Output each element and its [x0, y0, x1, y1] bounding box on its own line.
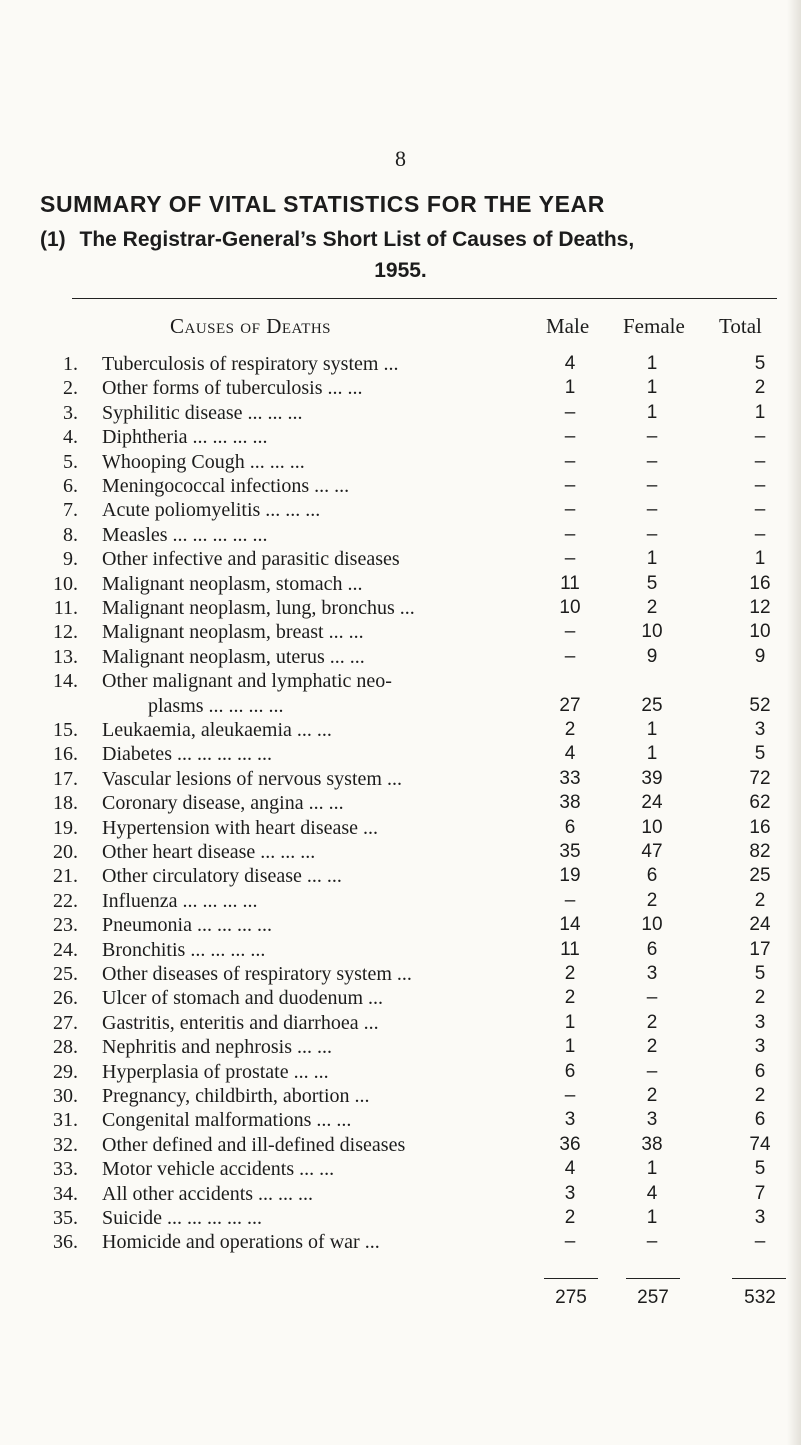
cause-label: Leukaemia, aleukaemia ... ... — [102, 719, 332, 741]
total-value: 3 — [754, 1207, 766, 1228]
row-number: 19. — [53, 816, 78, 839]
female-total: 257 — [637, 1287, 669, 1308]
row-number: 3. — [63, 401, 78, 424]
cause-label: Other defined and ill-defined diseases — [102, 1133, 406, 1156]
total-value: 10 — [749, 621, 771, 643]
cause-label: Pneumonia ... ... ... ... — [102, 914, 272, 937]
subheading-text: The Registrar-General’s Short List of Causes of Deaths, — [79, 228, 635, 251]
row-number: 31. — [53, 1109, 78, 1132]
grand-total: 532 — [744, 1287, 776, 1308]
male-value: 3 — [564, 1109, 576, 1131]
cause-label: Congenital malformations ... ... — [102, 1109, 352, 1132]
cause-label: Malignant neoplasm, stomach ... — [102, 572, 363, 595]
female-value: 1 — [646, 1207, 658, 1228]
total-value: – — [754, 523, 766, 545]
male-value: – — [564, 401, 576, 423]
table-row — [0, 865, 801, 889]
female-value: – — [646, 1231, 658, 1253]
female-value: – — [646, 475, 658, 496]
row-number: 1. — [63, 353, 78, 375]
total-value: 25 — [749, 865, 771, 887]
total-value: 5 — [754, 353, 766, 374]
cause-label: Other circulatory disease ... ... — [102, 865, 342, 888]
table-row — [0, 963, 801, 987]
total-value: 6 — [754, 1060, 766, 1082]
cause-label: Bronchitis ... ... ... ... — [102, 938, 266, 961]
cause-label: Suicide ... ... ... ... ... — [102, 1207, 262, 1229]
row-number: 21. — [53, 865, 78, 888]
row-number: 17. — [53, 767, 78, 790]
table-row — [0, 621, 801, 645]
total-value: 3 — [754, 719, 766, 740]
total-value: 2 — [754, 889, 766, 911]
total-value: – — [754, 1231, 766, 1253]
cause-label: Measles ... ... ... ... ... — [102, 523, 268, 546]
female-value: 10 — [641, 914, 663, 936]
column-header-male: Male — [546, 314, 590, 338]
female-value: – — [646, 450, 658, 472]
total-value: 1 — [754, 401, 766, 423]
table-row — [0, 939, 801, 963]
male-value: 6 — [564, 816, 576, 838]
cause-label: Nephritis and nephrosis ... ... — [102, 1036, 332, 1059]
table-row — [0, 817, 801, 841]
male-total: 275 — [555, 1287, 587, 1308]
table-row — [0, 426, 801, 450]
row-number: 9. — [63, 548, 78, 571]
cause-label: Coronary disease, angina ... ... — [102, 792, 344, 815]
total-value: 16 — [749, 572, 771, 594]
female-value: 3 — [646, 1109, 658, 1131]
table-row — [0, 646, 801, 670]
column-header-female: Female — [623, 314, 685, 338]
male-value: 3 — [564, 1182, 576, 1204]
total-value: 16 — [749, 816, 771, 838]
male-value: 4 — [564, 743, 576, 765]
female-value: 10 — [641, 816, 663, 838]
row-number: 13. — [53, 645, 78, 668]
subheading — [40, 228, 634, 252]
total-value: 9 — [754, 645, 766, 667]
row-number: 29. — [53, 1060, 78, 1083]
table-row — [0, 743, 801, 767]
total-value: – — [754, 499, 766, 521]
page-number: 8 — [395, 146, 406, 171]
male-value: 1 — [564, 1036, 576, 1058]
male-value: – — [564, 450, 576, 472]
male-value: – — [564, 1085, 576, 1106]
female-value: 39 — [641, 767, 663, 789]
total-value: 5 — [754, 1158, 766, 1180]
male-value: – — [564, 645, 576, 667]
female-value: 10 — [641, 621, 663, 643]
female-value: – — [646, 1060, 658, 1082]
male-value: – — [564, 548, 576, 570]
female-value: 38 — [641, 1133, 663, 1155]
female-value: 4 — [646, 1182, 658, 1204]
female-value: 6 — [646, 865, 658, 887]
row-number: 20. — [53, 841, 78, 863]
table-row — [0, 719, 801, 743]
male-value: – — [564, 426, 576, 448]
male-value: 2 — [564, 963, 576, 984]
cause-label: Ulcer of stomach and duodenum ... — [102, 987, 384, 1010]
female-value: – — [646, 987, 658, 1009]
table-row — [0, 1158, 801, 1182]
male-value: 1 — [564, 377, 576, 399]
table-row — [0, 548, 801, 572]
female-value: 3 — [646, 963, 658, 984]
female-value: 1 — [646, 401, 658, 423]
total-value: 2 — [754, 987, 766, 1009]
row-number: 26. — [53, 987, 78, 1010]
total-value: 5 — [754, 963, 766, 984]
cause-label: Other forms of tuberculosis ... ... — [102, 377, 363, 400]
cause-label: Malignant neoplasm, uterus ... ... — [102, 645, 365, 668]
table-row — [0, 792, 801, 816]
cause-label: Other diseases of respiratory system ... — [102, 963, 412, 985]
row-number: 4. — [63, 426, 78, 449]
total-value: 74 — [749, 1133, 771, 1155]
male-value: 36 — [559, 1133, 581, 1155]
total-value: 3 — [754, 1036, 766, 1058]
row-number: 28. — [53, 1036, 78, 1059]
cause-label: plasms ... ... ... ... — [148, 694, 284, 717]
cause-label: Pregnancy, childbirth, abortion ... — [102, 1085, 370, 1107]
female-value: 25 — [641, 694, 663, 716]
cause-label: Acute poliomyelitis ... ... ... — [102, 499, 321, 522]
female-value: 24 — [641, 792, 663, 814]
row-number: 15. — [53, 719, 78, 741]
male-value: 10 — [559, 597, 581, 618]
table-row — [0, 451, 801, 475]
male-value: 1 — [564, 1011, 576, 1033]
male-value: – — [564, 1231, 576, 1253]
total-total-rule — [732, 1278, 786, 1279]
table-row — [0, 1085, 801, 1109]
row-number: 16. — [53, 743, 78, 766]
total-value: 2 — [754, 1085, 766, 1106]
male-value: 11 — [560, 938, 580, 960]
row-number: 2. — [63, 377, 78, 400]
female-value: 1 — [646, 719, 658, 740]
cause-label: Influenza ... ... ... ... — [102, 889, 258, 912]
cause-label: All other accidents ... ... ... — [102, 1182, 314, 1205]
male-value: – — [564, 889, 576, 911]
total-value: 52 — [749, 694, 771, 716]
table-row — [0, 353, 801, 377]
male-value: 2 — [564, 1207, 576, 1228]
cause-label: Syphilitic disease ... ... ... — [102, 401, 303, 424]
cause-label: Other heart disease ... ... ... — [102, 841, 316, 863]
cause-label: Malignant neoplasm, lung, bronchus ... — [102, 597, 415, 619]
row-number: 22. — [53, 889, 78, 912]
male-value: 14 — [559, 914, 581, 936]
table-row — [0, 768, 801, 792]
female-value: 2 — [646, 597, 658, 618]
table-row — [0, 475, 801, 499]
row-number: 18. — [53, 792, 78, 815]
table-row — [0, 1012, 801, 1036]
row-number: 14. — [53, 670, 78, 693]
row-number: 6. — [63, 475, 78, 497]
female-value: 2 — [646, 889, 658, 911]
subheading-number: (1) — [40, 228, 66, 251]
cause-label: Other malignant and lymphatic neo- — [102, 670, 392, 693]
cause-label: Hypertension with heart disease ... — [102, 816, 379, 839]
female-value: 1 — [646, 548, 658, 570]
female-value: 6 — [646, 938, 658, 960]
row-number: 11. — [53, 597, 78, 619]
table-row — [0, 841, 801, 865]
female-value: 2 — [646, 1011, 658, 1033]
table-row — [0, 1183, 801, 1207]
table-row — [0, 1109, 801, 1133]
table-row — [0, 573, 801, 597]
row-number: 25. — [53, 963, 78, 985]
row-number: 32. — [53, 1133, 78, 1156]
table-row — [0, 695, 801, 719]
row-number: 35. — [53, 1207, 78, 1229]
cause-label: Diphtheria ... ... ... ... — [102, 426, 268, 449]
row-number: 30. — [53, 1085, 78, 1107]
cause-label: Gastritis, enteritis and diarrhoea ... — [102, 1011, 379, 1034]
total-value: 5 — [754, 743, 766, 765]
male-value: 6 — [564, 1060, 576, 1082]
total-value: 72 — [749, 767, 771, 789]
table-top-rule — [72, 298, 777, 299]
male-value: 33 — [559, 767, 581, 789]
subheading-year: 1955. — [374, 259, 427, 282]
female-value: 5 — [646, 572, 658, 594]
table-row — [0, 1061, 801, 1085]
cause-label: Homicide and operations of war ... — [102, 1231, 380, 1254]
total-value: 3 — [754, 1011, 766, 1033]
cause-label: Vascular lesions of nervous system ... — [102, 767, 402, 790]
table-row — [0, 1207, 801, 1231]
row-number: 12. — [53, 621, 78, 644]
total-value: 82 — [749, 841, 771, 862]
female-value: – — [646, 499, 658, 521]
male-value: 4 — [564, 1158, 576, 1180]
total-value: – — [754, 426, 766, 448]
total-value: 62 — [749, 792, 771, 814]
male-value: 38 — [559, 792, 581, 814]
table-row — [0, 914, 801, 938]
female-value: 1 — [646, 377, 658, 399]
row-number: 24. — [53, 938, 78, 961]
female-value: 9 — [646, 645, 658, 667]
cause-label: Motor vehicle accidents ... ... — [102, 1158, 335, 1181]
cause-label: Other infective and parasitic diseases — [102, 548, 400, 571]
row-number: 27. — [53, 1011, 78, 1034]
row-number: 8. — [63, 523, 78, 546]
table-row — [0, 499, 801, 523]
table-row — [0, 1036, 801, 1060]
cause-label: Whooping Cough ... ... ... — [102, 450, 305, 473]
table-row — [0, 987, 801, 1011]
row-number: 23. — [53, 914, 78, 937]
row-number: 7. — [63, 499, 78, 522]
table-row — [0, 1231, 801, 1255]
male-value: 4 — [564, 353, 576, 374]
total-value: – — [754, 450, 766, 472]
total-value: 1 — [754, 548, 766, 570]
male-value: 35 — [559, 841, 581, 862]
female-value: 2 — [646, 1085, 658, 1106]
female-value: 2 — [646, 1036, 658, 1058]
male-value: – — [564, 499, 576, 521]
column-header-total: Total — [719, 314, 762, 338]
row-number: 34. — [53, 1182, 78, 1205]
row-number: 5. — [63, 450, 78, 473]
male-value: 2 — [564, 719, 576, 740]
total-value: 7 — [754, 1182, 766, 1204]
row-number: 33. — [53, 1158, 78, 1181]
row-number: 10. — [53, 572, 78, 595]
table-row — [0, 670, 801, 694]
cause-label: Hyperplasia of prostate ... ... — [102, 1060, 329, 1083]
column-header-causes: Causes of Deaths — [170, 314, 332, 338]
total-value: – — [754, 475, 766, 496]
table-row — [0, 890, 801, 914]
male-value: – — [564, 523, 576, 545]
male-value: 2 — [564, 987, 576, 1009]
male-value: 11 — [560, 572, 580, 594]
male-value: 27 — [559, 694, 581, 716]
female-value: – — [646, 523, 658, 545]
total-value: 17 — [749, 938, 771, 960]
total-value: 2 — [754, 377, 766, 399]
female-value: 1 — [646, 743, 658, 765]
female-total-rule — [626, 1278, 680, 1279]
female-value: 1 — [646, 353, 658, 374]
table-row — [0, 377, 801, 401]
cause-label: Malignant neoplasm, breast ... ... — [102, 621, 364, 644]
cause-label: Tuberculosis of respiratory system ... — [102, 353, 399, 375]
male-value: – — [564, 475, 576, 496]
table-row — [0, 597, 801, 621]
female-value: – — [646, 426, 658, 448]
cause-label: Meningococcal infections ... ... — [102, 475, 350, 497]
document-heading: SUMMARY OF VITAL STATISTICS FOR THE YEAR — [40, 191, 605, 217]
total-value: 6 — [754, 1109, 766, 1131]
row-number: 36. — [53, 1231, 78, 1254]
table-row — [0, 1134, 801, 1158]
male-total-rule — [544, 1278, 598, 1279]
female-value: 1 — [646, 1158, 658, 1180]
cause-label: Diabetes ... ... ... ... ... — [102, 743, 272, 766]
table-row — [0, 524, 801, 548]
table-row — [0, 402, 801, 426]
male-value: 19 — [559, 865, 581, 887]
total-value: 24 — [749, 914, 771, 936]
female-value: 47 — [641, 841, 663, 862]
total-value: 12 — [749, 597, 771, 618]
male-value: – — [564, 621, 576, 643]
